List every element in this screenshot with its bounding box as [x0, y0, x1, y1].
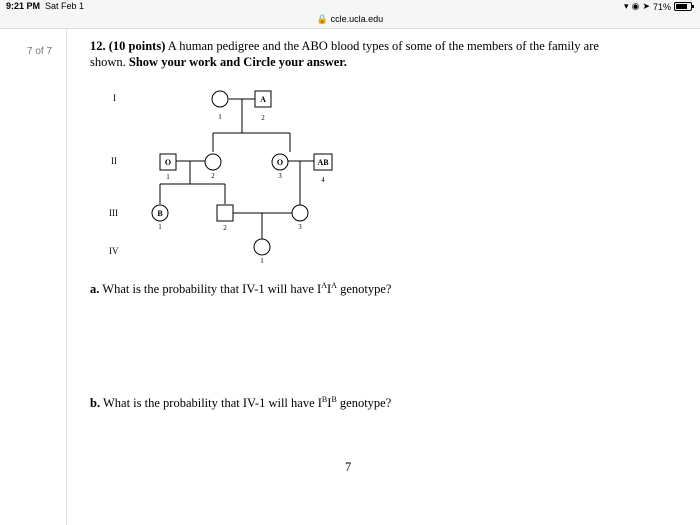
battery-percent: 71% [652, 1, 671, 12]
location-icon: ➤ [642, 1, 650, 11]
individual-III2 [217, 205, 233, 221]
number-III3: 3 [298, 223, 302, 231]
question-instruction: Show your work and Circle your answer. [128, 55, 347, 69]
number-II1: 1 [166, 173, 170, 181]
blood-type-III1: B [157, 209, 163, 218]
number-I2: 2 [261, 114, 265, 122]
blood-type-II4: AB [317, 158, 329, 167]
page-counter: 7 of 7 [27, 46, 53, 57]
question-number: 12. (10 points) [90, 39, 166, 53]
part-b-label: b. [90, 396, 101, 411]
generation-label-IV: IV [109, 246, 119, 256]
individual-I1 [212, 91, 228, 107]
individual-III3 [292, 205, 308, 221]
page-number: 7 [345, 460, 352, 474]
number-II2: 2 [211, 172, 215, 180]
url-text: ccle.ucla.edu [330, 14, 384, 24]
part-b-question: b. What is the probability that IV-1 will have $I^BI^B$ genotype? [90, 395, 392, 411]
wifi-icon: ▾ [624, 1, 629, 11]
number-I1: 1 [218, 113, 222, 121]
blood-type-I2: A [260, 95, 266, 104]
number-IV1: 1 [260, 257, 264, 265]
number-III2: 2 [223, 224, 227, 232]
generation-label-I: I [113, 93, 116, 103]
part-a-question: a. What is the probability that IV-1 will have $I^AI^A$ genotype? [90, 281, 392, 297]
generation-label-III: III [109, 208, 118, 218]
blood-type-II1: O [164, 158, 172, 167]
individual-IV1 [254, 239, 270, 255]
number-III1: 1 [158, 223, 162, 231]
part-a-label: a. [90, 282, 100, 297]
number-II3: 3 [278, 172, 282, 180]
question-body: A human pedigree and the ABO blood types of some of the members of the family are shown. [90, 39, 599, 69]
status-date: Sat Feb 1 [45, 1, 85, 11]
status-time: 9:21 PM [6, 1, 41, 11]
blood-type-II3: O [276, 158, 284, 167]
individual-II2 [205, 154, 221, 170]
number-II4: 4 [321, 176, 325, 184]
generation-label-II: II [111, 156, 117, 166]
lock-rotation-icon: ◉ [631, 1, 640, 11]
lock-icon: 🔒 [316, 14, 329, 24]
